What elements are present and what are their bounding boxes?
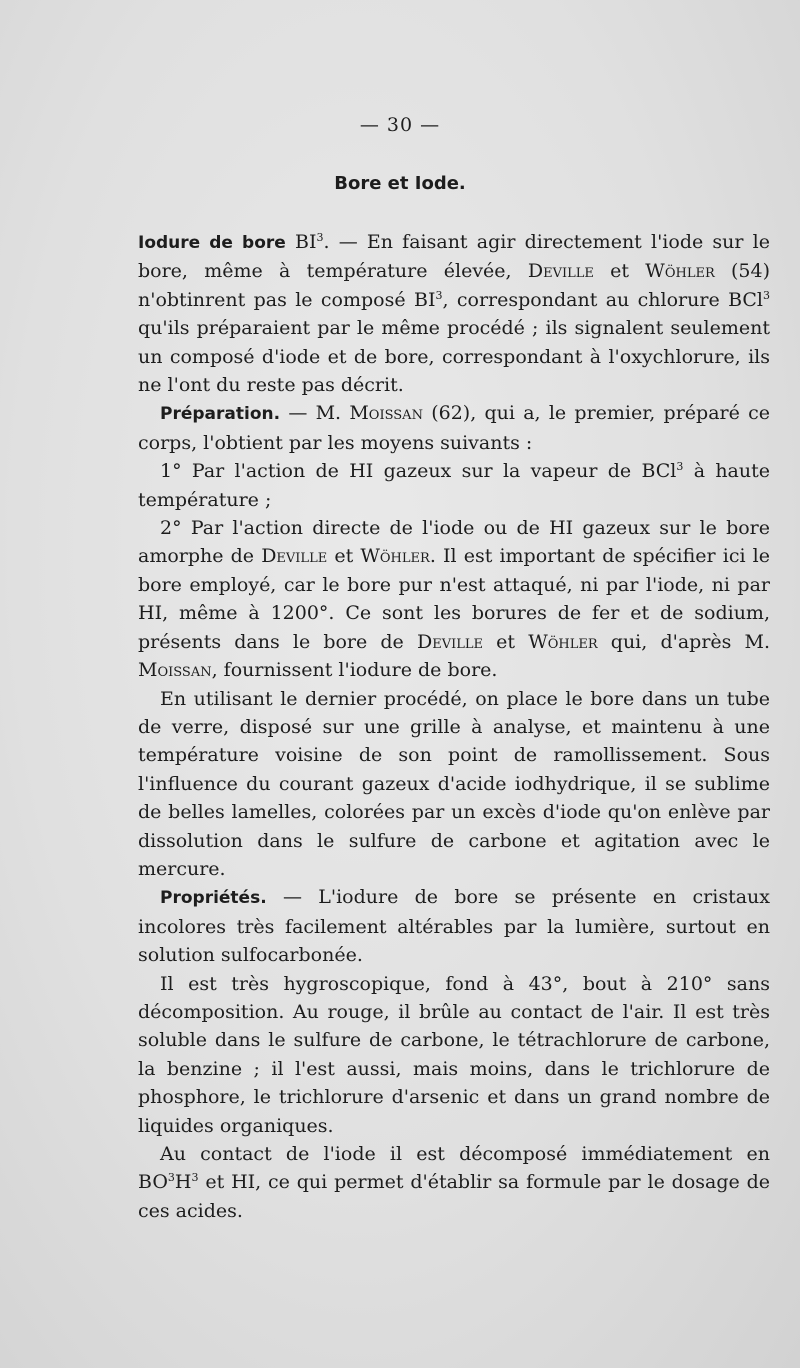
paragraph-preparation	[138, 399, 770, 457]
body-text	[138, 228, 770, 1225]
text-run: , correspondant au chlorure BCl	[442, 288, 764, 311]
list-number: 1°	[160, 460, 182, 483]
superscript: 3	[191, 1171, 199, 1185]
paragraph-lead: Propriétés.	[160, 888, 267, 909]
text-run: (54) n'obtinrent pas le composé BI	[138, 260, 771, 311]
text-run: et	[610, 260, 630, 283]
text-run: qu'ils préparaient par le même procédé ; ils signalent seulement un composé d'iode et de bore, correspondant à l'oxychlorure, ils ne l'ont du reste pas décrit.	[138, 317, 770, 397]
author-name: Moissan	[349, 402, 423, 425]
superscript: 3	[676, 460, 684, 474]
author-name: Deville	[261, 545, 328, 568]
text-run: H	[174, 1171, 192, 1194]
text-run: , fournissent l'iodure de bore.	[211, 659, 498, 682]
page-number: — 30 —	[359, 114, 441, 136]
superscript: 3	[435, 288, 443, 302]
formula: BI	[295, 231, 317, 253]
text-run: — L'iodure de bore se présente en cristaux incolores très facilement altérables par la lumière, surtout en solution sulfocarbonée.	[138, 886, 770, 967]
text-run: Par l'action de HI gazeux sur la vapeur de BCl	[191, 460, 677, 483]
text-run: . — En faisant agir directement l'iode sur le bore, même à température élevée,	[138, 231, 770, 283]
text-run: à haute température ;	[138, 460, 770, 511]
superscript: 3	[167, 1171, 175, 1185]
text-run: Au contact de l'iode il est décomposé immédiatement en BO	[138, 1143, 770, 1194]
paragraph-iodure-de-bore	[138, 228, 770, 399]
text-run: et HI, ce qui permet d'établir sa formule par le dosage de ces acides.	[138, 1171, 770, 1222]
text-run: — M.	[288, 402, 342, 425]
author-name: Deville	[527, 260, 594, 283]
paragraph-decomposition	[138, 1140, 770, 1225]
author-name: Moissan	[138, 659, 212, 682]
paragraph-method-2	[138, 514, 770, 684]
section-title: Bore et Iode.	[334, 173, 466, 194]
text-run: . Il est important de spécifier ici le bore employé, car le bore pur n'est attaqué, ni par l'iode, ni par HI, même à 1200°. Ce sont les borures de fer et de sodium, présents dans le bore de	[138, 545, 770, 653]
superscript: 3	[763, 288, 771, 302]
paragraph-lead: Iodure de bore	[138, 233, 286, 253]
paragraph-proprietes	[138, 883, 770, 969]
author-name: Wöhler	[360, 545, 430, 568]
author-name: Wöhler	[645, 260, 715, 283]
author-name: Wöhler	[528, 630, 598, 653]
text-run: et	[334, 545, 354, 568]
author-name: Deville	[416, 630, 483, 653]
paragraph-method-1	[138, 457, 770, 514]
text-run: et	[496, 630, 516, 653]
text-run: Par l'action directe de l'iode ou de HI gazeux sur le bore amorphe de	[138, 517, 770, 568]
text-run: qui, d'après M.	[610, 630, 771, 653]
paragraph-hygroscopique: Il est très hygroscopique, fond à 43°, bout à 210° sans décomposition. Au rouge, il brûle au contact de l'air. Il est très soluble dans le sulfure de carbone, le tétrachlorure de carbone, la benzine ; il l'est aussi, mais moins, dans le trichlorure de phosphore, le trichlorure d'arsenic et dans un grand nombre de liquides organiques.	[138, 972, 770, 1137]
paragraph-lead: Préparation.	[160, 404, 281, 425]
superscript: 3	[316, 231, 324, 244]
list-number: 2°	[160, 517, 182, 540]
text-run: (62), qui a, le premier, préparé ce corps, l'obtient par les moyens suivants :	[138, 402, 770, 454]
paragraph-procedure: En utilisant le dernier procédé, on place le bore dans un tube de verre, disposé sur une grille à analyse, et maintenu à une température voisine de son point de ramollissement. Sous l'influence du courant gazeux d'acide iodhydrique, il se sublime de belles lamelles, colorées par un excès d'iode qu'on enlève par dissolution dans le sulfure de carbone et agitation avec le mercure.	[138, 687, 770, 880]
